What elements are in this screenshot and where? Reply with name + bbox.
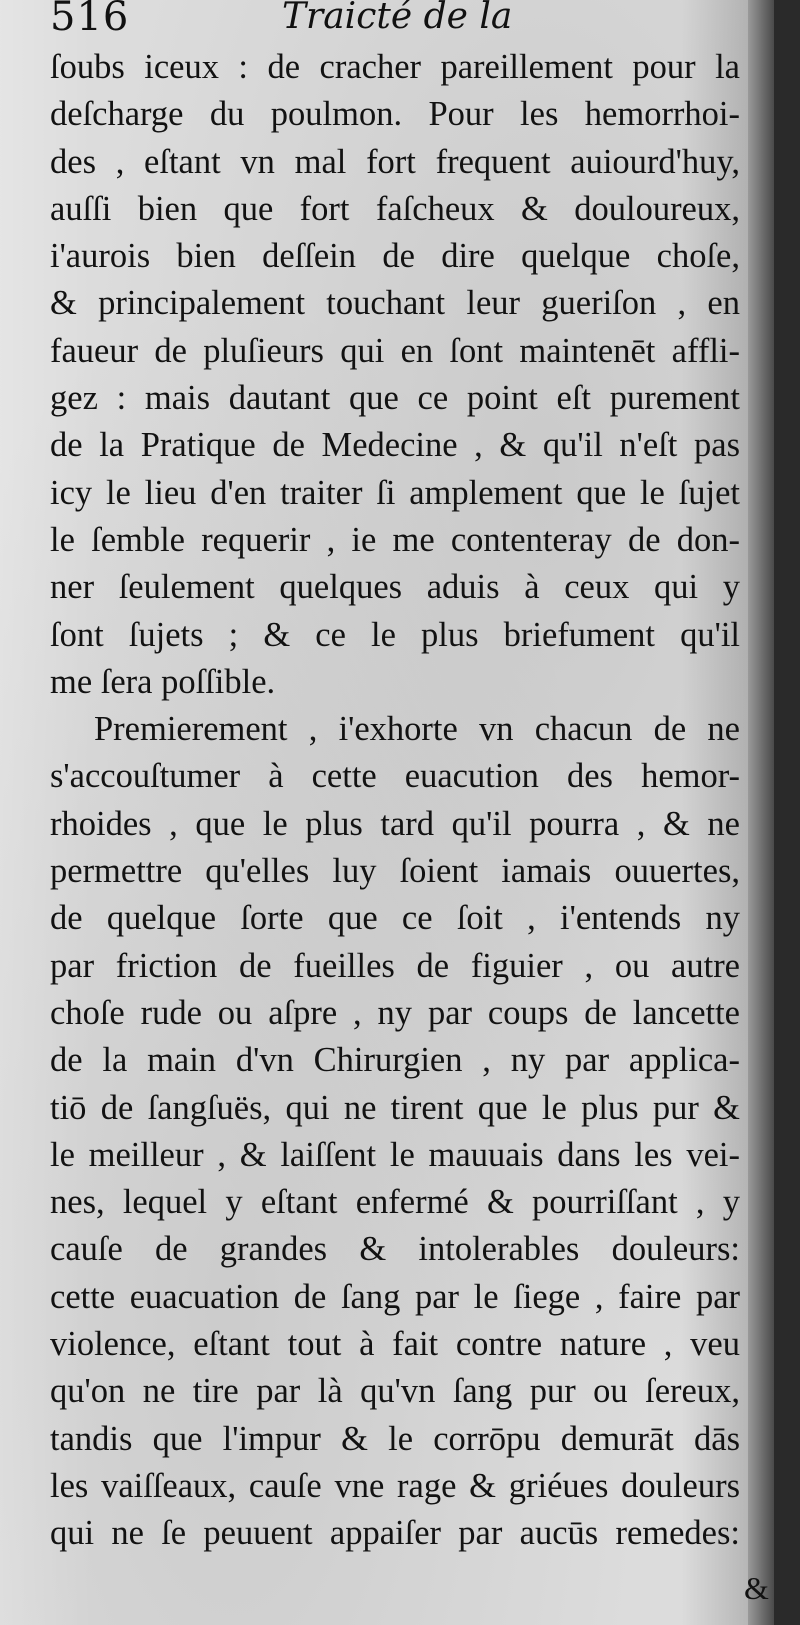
text-line: cette euacuation de ſang par le ſiege , faire par bbox=[50, 1277, 740, 1316]
catchword: & bbox=[744, 1570, 769, 1606]
text-line: choſe rude ou aſpre , ny par coups de lancette bbox=[50, 993, 740, 1032]
running-title: Traicté de la bbox=[282, 0, 513, 37]
text-line: rhoides , que le plus tard qu'il pourra , & ne bbox=[50, 804, 740, 843]
text-line: des , eſtant vn mal fort frequent auiourd'huy, bbox=[50, 142, 740, 181]
text-line: tiō de ſangſuës, qui ne tirent que le plus pur & bbox=[50, 1088, 740, 1127]
text-line: nes, lequel y eſtant enfermé & pourriſſant , y bbox=[50, 1183, 740, 1222]
page-number: 516 bbox=[50, 0, 130, 40]
text-line: icy le lieu d'en traiter ſi amplement que le ſujet bbox=[50, 473, 740, 512]
text-line: ſoubs iceux : de cracher pareillement pour la bbox=[50, 48, 740, 86]
page-header bbox=[50, 0, 730, 42]
text-line: deſcharge du poulmon. Pour les hemorrhoi- bbox=[50, 95, 740, 134]
text-line: le meilleur , & laiſſent le mauuais dans les vei- bbox=[50, 1135, 740, 1174]
text-line: le ſemble requerir , ie me contenteray de don- bbox=[50, 520, 740, 559]
page-edge-shadow bbox=[748, 0, 774, 1625]
text-line: violence, eſtant tout à fait contre nature , veu bbox=[50, 1325, 740, 1364]
text-line: & principalement touchant leur gueriſon , en bbox=[50, 284, 740, 323]
text-line: les vaiſſeaux, cauſe vne rage & griéues douleurs bbox=[50, 1466, 740, 1505]
text-line: Premierement , i'exhorte vn chacun de ne bbox=[94, 710, 740, 749]
text-line: de quelque ſorte que ce ſoit , i'entends ny bbox=[50, 899, 740, 938]
text-line: auſſi bien que fort faſcheux & douloureux, bbox=[50, 189, 740, 228]
body-text bbox=[50, 44, 740, 1558]
text-line: par friction de fueilles de figuier , ou autre bbox=[50, 946, 740, 985]
text-line: ſont ſujets ; & ce le plus briefument qu'il bbox=[50, 615, 740, 654]
text-line: faueur de pluſieurs qui en ſont maintenēt affli- bbox=[50, 331, 740, 370]
text-line: tandis que l'impur & le corrōpu demurāt dās bbox=[50, 1419, 740, 1458]
text-line: qui ne ſe peuuent appaiſer par aucūs remedes: bbox=[50, 1514, 740, 1553]
text-line: s'accouſtumer à cette euacution des hemor- bbox=[50, 757, 740, 796]
text-line: de la main d'vn Chirurgien , ny par applica- bbox=[50, 1041, 740, 1080]
text-line: permettre qu'elles luy ſoient iamais ouuertes, bbox=[50, 852, 740, 891]
text-line: qu'on ne tire par là qu'vn ſang pur ou ſereux, bbox=[50, 1372, 740, 1411]
text-line: ner ſeulement quelques aduis à ceux qui y bbox=[50, 568, 740, 607]
text-line: me ſera poſſible. bbox=[50, 662, 276, 701]
text-line: cauſe de grandes & intolerables douleurs: bbox=[50, 1230, 740, 1269]
text-line: i'aurois bien deſſein de dire quelque choſe, bbox=[50, 237, 740, 276]
text-line: de la Pratique de Medecine , & qu'il n'eſt pas bbox=[50, 426, 740, 465]
text-line: gez : mais dautant que ce point eſt purement bbox=[50, 379, 740, 418]
